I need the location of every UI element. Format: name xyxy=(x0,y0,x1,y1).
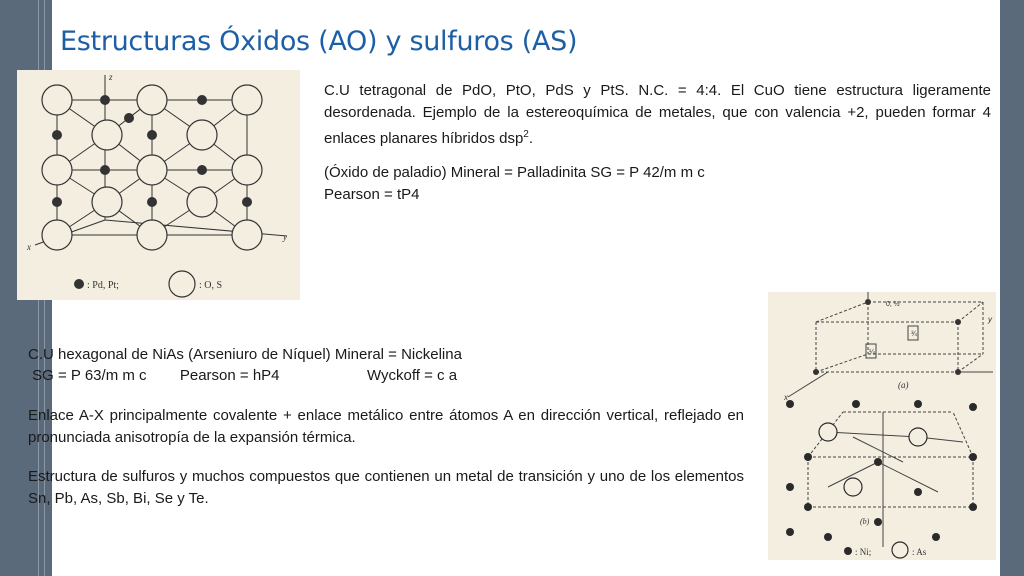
axis-y-label: y xyxy=(283,232,287,242)
pearson-tp4-line: Pearson = tP4 xyxy=(324,186,420,203)
tetragonal-description xyxy=(324,80,991,150)
hexagonal-nias-figure xyxy=(768,292,996,560)
bond-description: Enlace A-X principalmente covalente + enlace metálico entre átomos A en dirección vertical, reflejado en pronunciada anisotropía de la expansión térmica. xyxy=(28,407,744,446)
legend-ni-dot xyxy=(844,547,852,555)
axis-x-label: x xyxy=(27,242,31,252)
tetragonal-structure-figure xyxy=(17,70,300,300)
nias-sg-pearson-line: SG = P 63/m m c Pearson = hP4 Wyckoff = c a xyxy=(28,367,458,384)
legend-metal-dot xyxy=(74,279,84,289)
nias-hexagonal-line: C.U hexagonal de NiAs (Arseniuro de Níquel) Mineral = Nickelina xyxy=(28,346,462,363)
axis-y-label: y xyxy=(988,315,992,324)
frac-label: 0, ½ xyxy=(886,301,900,308)
slide-title: Estructuras Óxidos (AO) y sulfuros (AS) xyxy=(60,26,578,57)
legend-metal-label: : Pd, Pt; xyxy=(87,280,119,291)
frac-label: ¾ xyxy=(911,331,917,338)
legend-anion-circle xyxy=(169,271,195,297)
figure-label-b: (b) xyxy=(860,517,870,526)
frac-label: ¼ xyxy=(869,349,875,356)
axis-z-label: z xyxy=(109,72,113,82)
legend-as-label: : As xyxy=(912,547,927,557)
figure-label-a: (a) xyxy=(898,380,909,390)
legend-ni-label: : Ni; xyxy=(855,547,872,557)
axis-x-label: x xyxy=(784,393,788,402)
legend-anion-label: : O, S xyxy=(199,280,223,291)
legend-as-circle xyxy=(892,542,908,558)
dsp-superscript: 2 xyxy=(523,129,529,140)
tetragonal-description-text: C.U tetragonal de PdO, PtO, PdS y PtS. N.C. = 4:4. El CuO tiene estructura ligeramente desordenada. Ejemplo de la estereoquímica de metales, que con valencia +2, pueden formar 4 enlaces planares híbridos dsp xyxy=(324,82,991,147)
right-decorative-bar xyxy=(1000,0,1024,576)
sulfide-description: Estructura de sulfuros y muchos compuestos que contienen un metal de transición y uno de los elementos Sn, Pb, As, Sb, Bi, Se y Te. xyxy=(28,468,744,507)
oxide-mineral-line: (Óxido de paladio) Mineral = Palladinita SG = P 42/m m c xyxy=(324,164,705,181)
description-period: . xyxy=(528,130,534,147)
